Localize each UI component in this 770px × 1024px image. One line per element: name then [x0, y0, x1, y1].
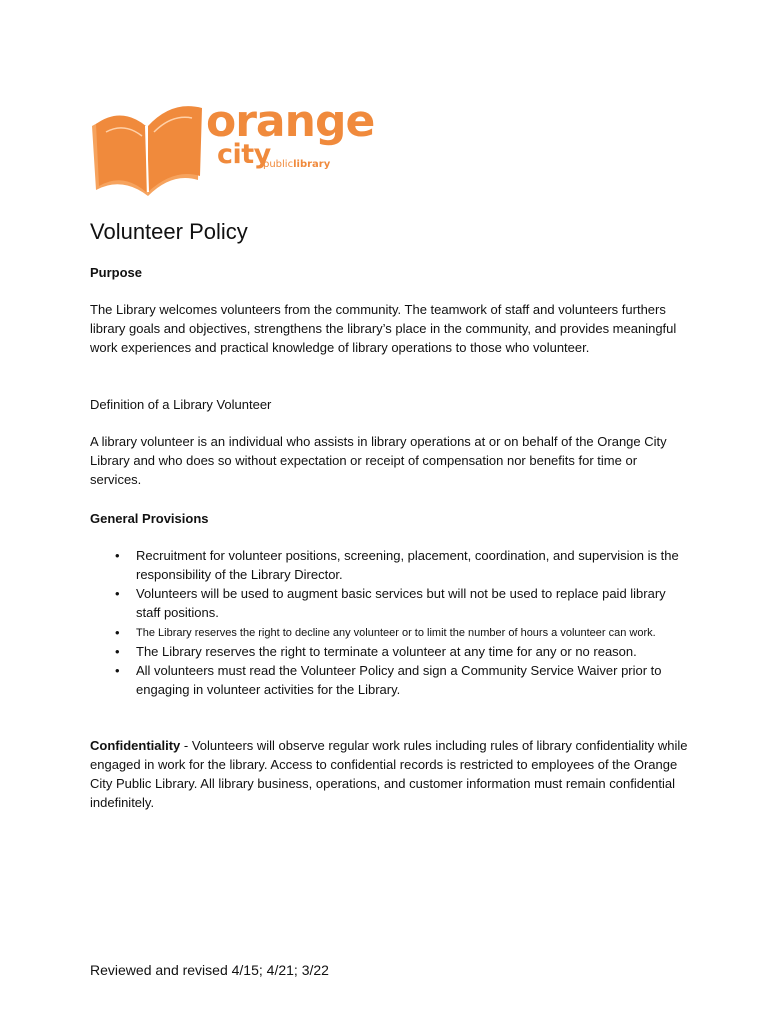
definition-heading: Definition of a Library Volunteer: [90, 397, 272, 412]
logo-sub-public: public: [263, 159, 294, 170]
list-item: • Volunteers will be used to augment basic services but will not be used to replace paid library staff positions.: [90, 584, 690, 622]
logo-sub-library: library: [293, 159, 331, 170]
confidentiality-label: Confidentiality: [90, 738, 181, 753]
purpose-text: The Library welcomes volunteers from the community. The teamwork of staff and volunteers furthers library goals and objectives, strengthens the library’s place in the community, and provides meaningful work experiences and practical knowledge of library operations to those who volunteer.: [90, 302, 677, 355]
logo-wordmark: orange: [206, 96, 375, 147]
list-item: • The Library reserves the right to terminate a volunteer at any time for any or no reason.: [90, 642, 690, 661]
open-book-icon: [88, 96, 208, 200]
list-item: • All volunteers must read the Volunteer Policy and sign a Community Service Waiver prior to engaging in volunteer activities for the Library.: [90, 661, 690, 699]
list-item: • The Library reserves the right to decline any volunteer or to limit the number of hours a volunteer can work.: [90, 624, 690, 642]
purpose-heading: Purpose: [90, 265, 143, 280]
confidentiality-text: - Volunteers will observe regular work rules including rules of library confidentiality while engaged in work for the library. Access to confidential records is restricted to employees of the Orange City Public Library. All library business, operations, and customer information must remain confidential indefinitely.: [90, 738, 688, 810]
page-title: Volunteer Policy: [90, 219, 248, 244]
definition-text: A library volunteer is an individual who assists in library operations at or on behalf of the Orange City Library and who does so without expectation or receipt of compensation nor benefits for time or services.: [90, 434, 667, 487]
provisions-list: [90, 546, 690, 699]
confidentiality-paragraph: [90, 736, 690, 812]
provisions-heading: General Provisions: [90, 511, 209, 526]
list-item: • Recruitment for volunteer positions, screening, placement, coordination, and supervision is the responsibility of the Library Director.: [90, 546, 690, 584]
logo-city: city: [217, 139, 271, 170]
logo-subtitle: [263, 159, 330, 171]
revision-footer: Reviewed and revised 4/15; 4/21; 3/22: [90, 962, 329, 978]
library-logo: [88, 96, 378, 200]
